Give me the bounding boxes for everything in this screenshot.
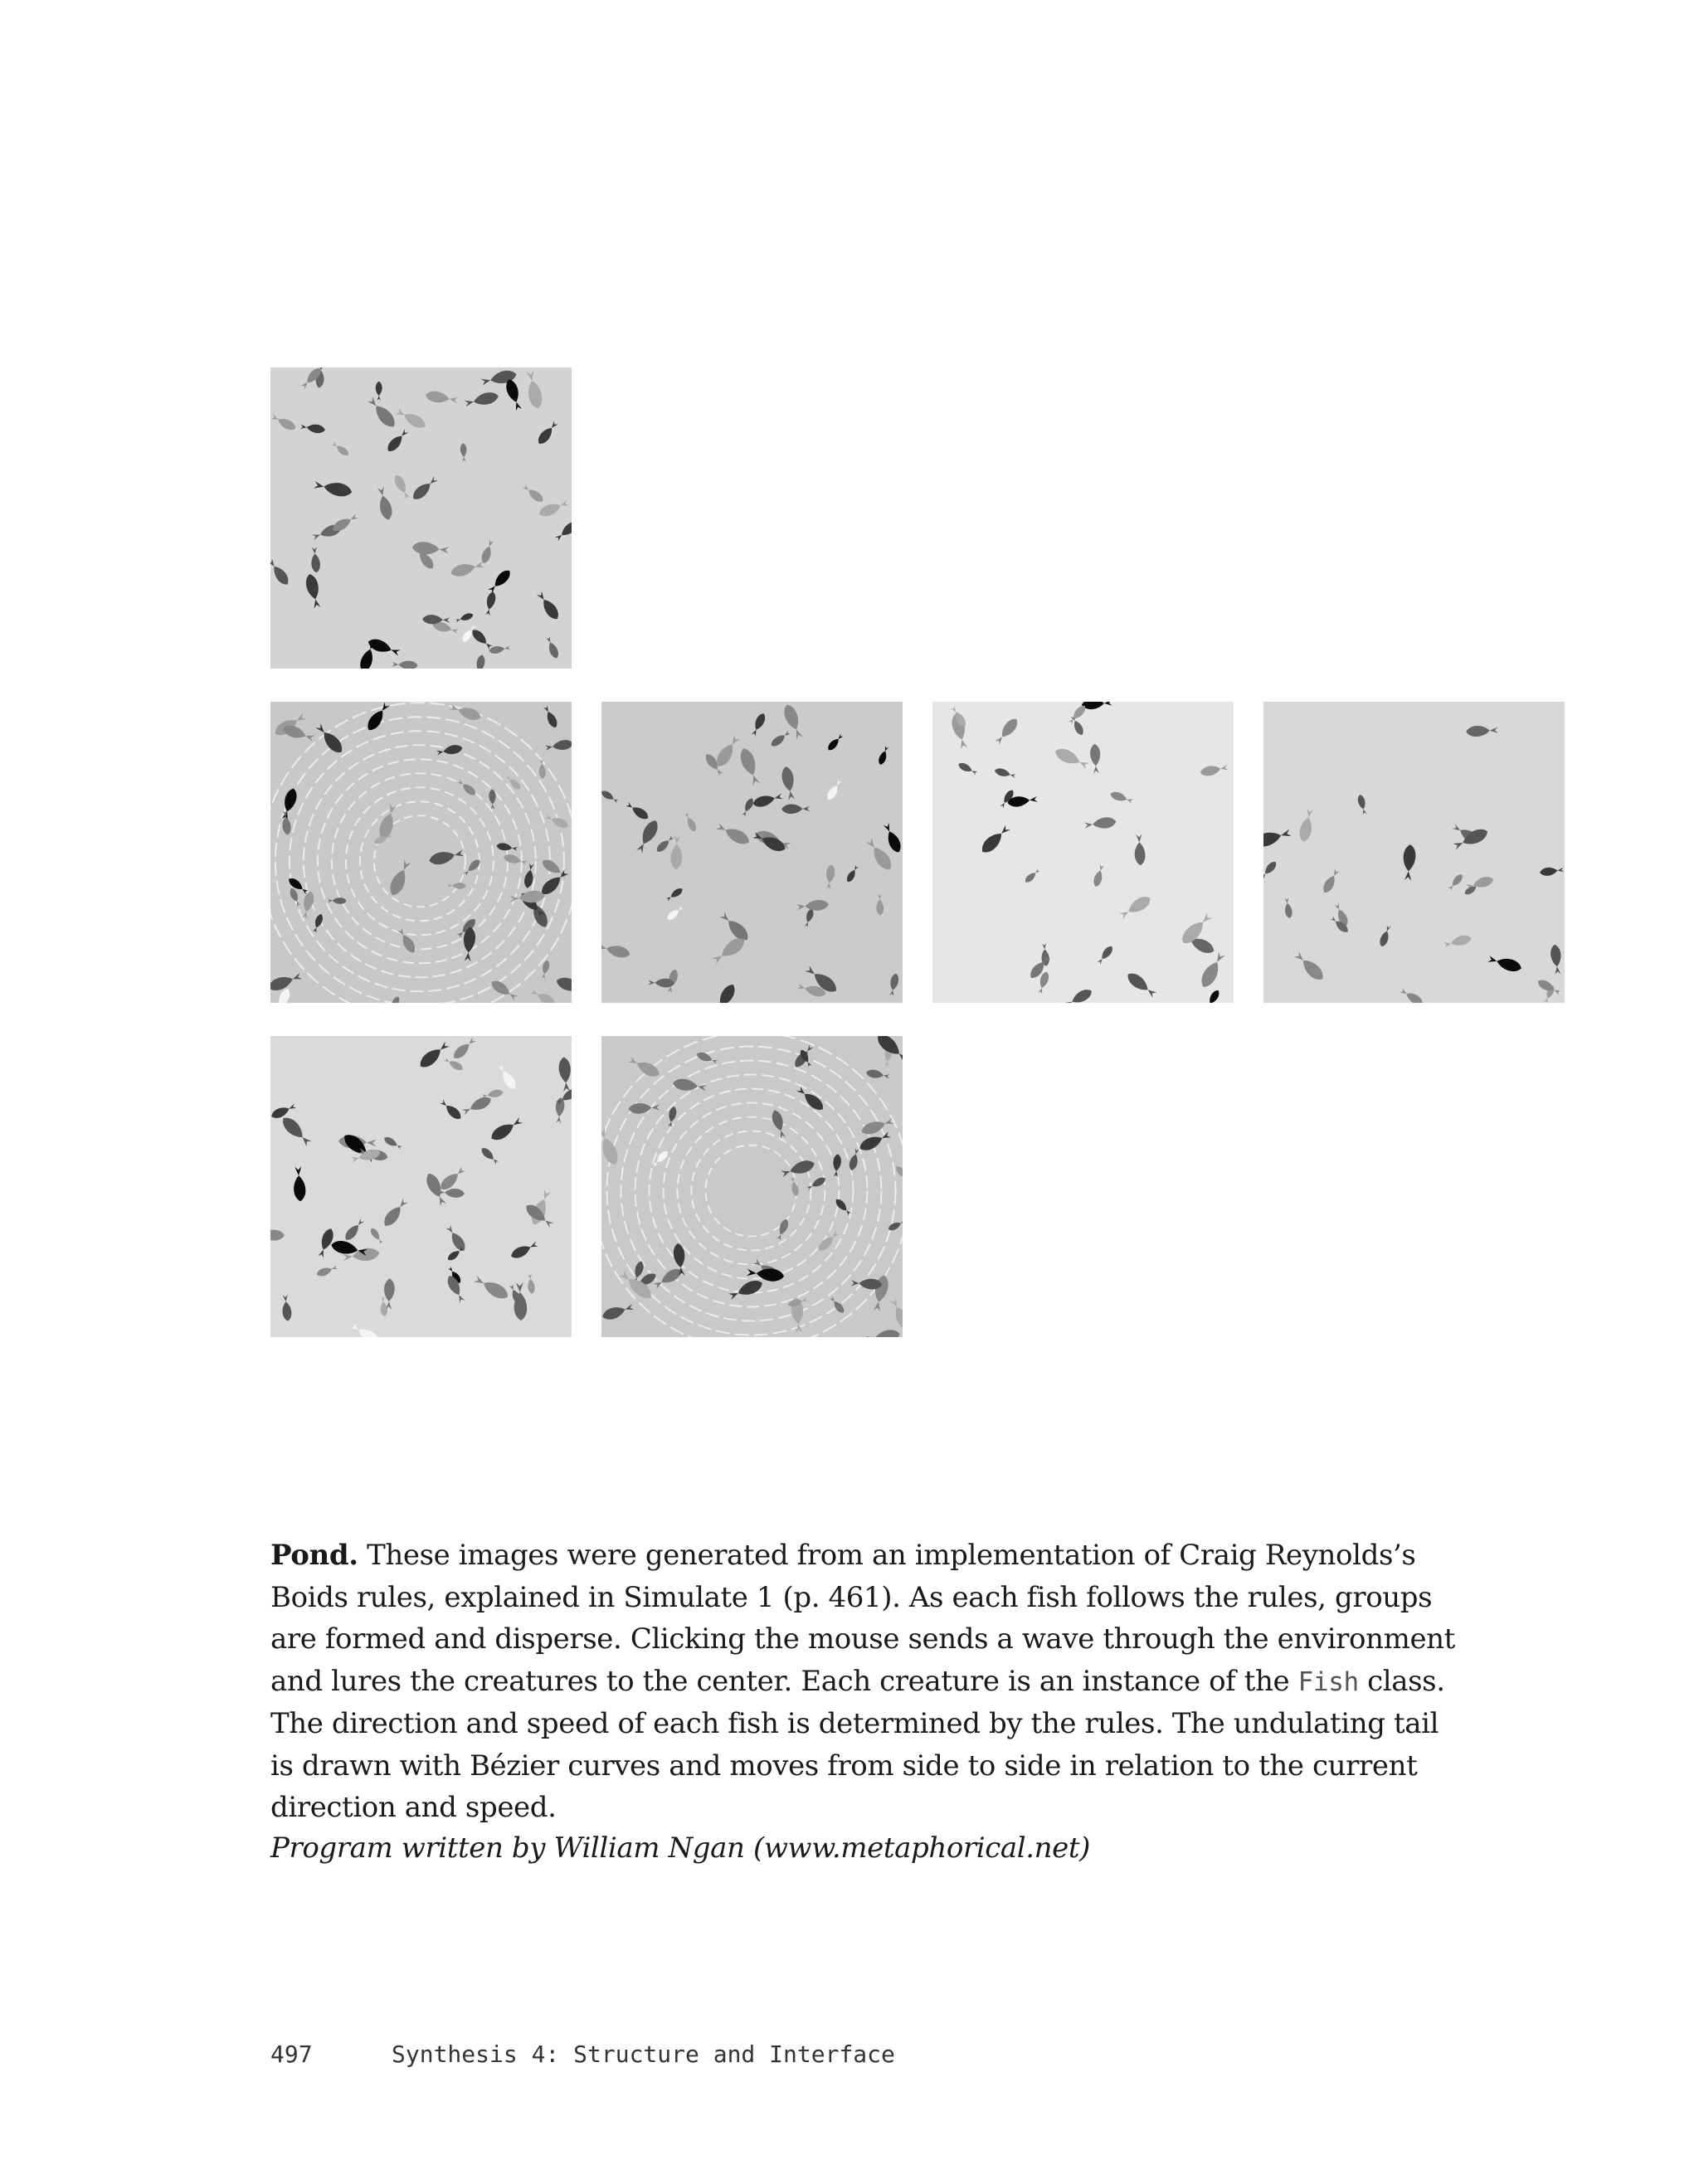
pond-image-4 [932, 702, 1234, 1003]
caption-code-fish: Fish [1297, 1666, 1359, 1697]
pond-background [932, 702, 1234, 1003]
section-title: Synthesis 4: Structure and Interface [392, 2041, 895, 2068]
pond-background [270, 1036, 572, 1337]
pond-image-6 [270, 1036, 572, 1337]
program-credit: Program written by William Ngan (www.metaphorical.net) [270, 1831, 1090, 1865]
pond-image-1 [270, 367, 572, 669]
pond-background [270, 367, 572, 669]
caption-text-2: class. The direction and speed of each fish is determined by the rules. The undulating tail is drawn with Bézier curves and moves from side to side in relation to the current direction and speed. [270, 1664, 1445, 1824]
figure-caption [270, 1535, 1465, 1829]
pond-background [601, 702, 903, 1003]
pond-image-3 [601, 702, 903, 1003]
pond-image-2 [270, 702, 572, 1003]
page-number: 497 [270, 2041, 313, 2068]
caption-lead: Pond. [270, 1539, 358, 1572]
pond-image-5 [1263, 702, 1565, 1003]
caption-text-1: These images were generated from an implementation of Craig Reynolds’s Boids rules, explained in Simulate 1 (p. 461). As each fish follows the rules, groups are formed and disperse. Clicking the mouse sends a wave through the environment and lures the creatures to the center. Each creature is an instance of the [270, 1539, 1455, 1698]
pond-image-7 [601, 1036, 903, 1337]
